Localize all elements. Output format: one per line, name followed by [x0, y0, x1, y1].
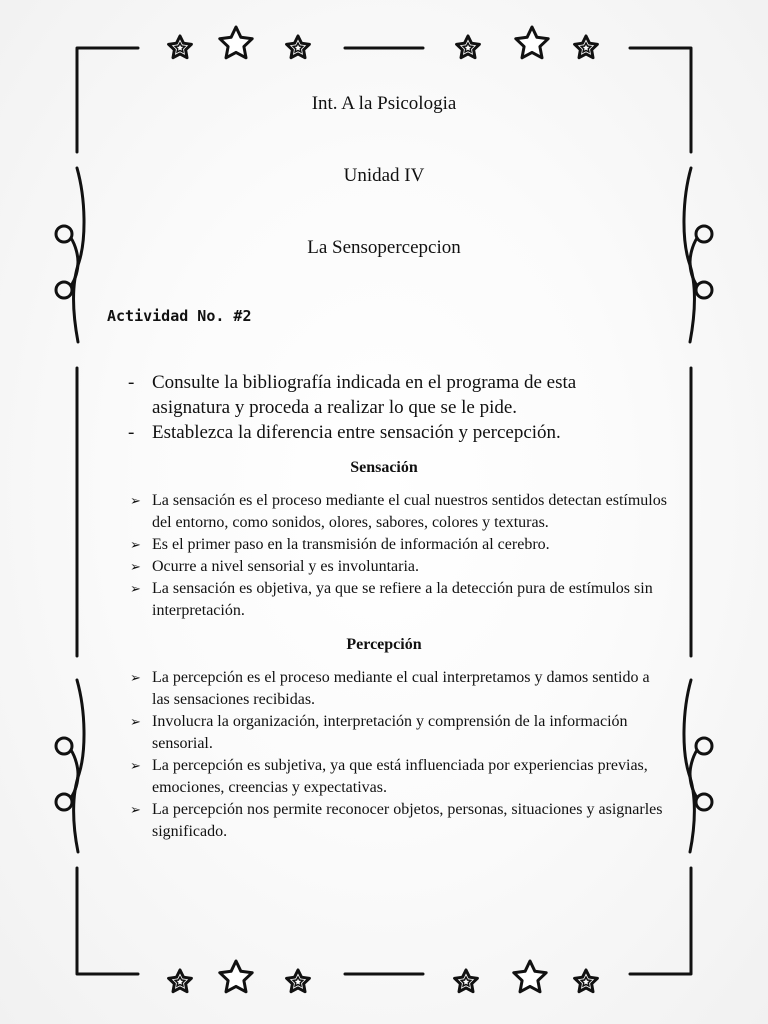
- list-item: [130, 711, 670, 755]
- arrowhead-icon: ➢: [130, 581, 141, 596]
- instruction-text: Establezca la diferencia entre sensación y percepción.: [152, 422, 561, 443]
- list-item: [130, 534, 670, 556]
- list-item-text: Involucra la organización, interpretación y comprensión de la información sensorial.: [152, 713, 628, 752]
- percepcion-heading: Percepción: [346, 636, 422, 653]
- arrowhead-icon: ➢: [130, 802, 141, 817]
- arrowhead-icon: ➢: [130, 714, 141, 729]
- course-title: Int. A la Psicologia: [311, 93, 457, 114]
- arrowhead-icon: ➢: [130, 537, 141, 552]
- dash-icon: -: [128, 372, 135, 393]
- list-item: [130, 799, 670, 843]
- instructions-list: [128, 370, 608, 445]
- list-item-text: La sensación es objetiva, ya que se refiere a la detección pura de estímulos sin interpretación.: [152, 580, 653, 619]
- arrowhead-icon: ➢: [130, 559, 141, 574]
- instruction-item: [128, 370, 608, 420]
- list-item-text: La percepción es el proceso mediante el cual interpretamos y damos sentido a las sensaciones recibidas.: [152, 669, 650, 708]
- list-item-text: La percepción es subjetiva, ya que está influenciada por experiencias previas, emociones, creencias y expectativas.: [152, 757, 648, 796]
- percepcion-list: [130, 667, 670, 843]
- arrowhead-icon: ➢: [130, 758, 141, 773]
- list-item: [130, 667, 670, 711]
- sensacion-heading: Sensación: [350, 459, 418, 476]
- instruction-text: Consulte la bibliografía indicada en el programa de esta asignatura y proceda a realizar lo que se le pide.: [152, 372, 577, 418]
- unit-title: Unidad IV: [343, 165, 425, 186]
- list-item: [130, 578, 670, 622]
- list-item-text: La sensación es el proceso mediante el cual nuestros sentidos detectan estímulos del entorno, como sonidos, olores, sabores, colores y texturas.: [152, 492, 667, 531]
- list-item: [130, 556, 670, 578]
- arrowhead-icon: ➢: [130, 670, 141, 685]
- list-item: [130, 755, 670, 799]
- topic-title: La Sensopercepcion: [307, 237, 461, 258]
- list-item: [130, 490, 670, 534]
- activity-label: Actividad No. #2: [107, 307, 252, 325]
- arrowhead-icon: ➢: [130, 493, 141, 508]
- list-item-text: Es el primer paso en la transmisión de información al cerebro.: [152, 536, 550, 553]
- list-item-text: La percepción nos permite reconocer objetos, personas, situaciones y asignarles significado.: [152, 801, 663, 840]
- instruction-item: [128, 420, 608, 445]
- sensacion-list: [130, 490, 670, 622]
- list-item-text: Ocurre a nivel sensorial y es involuntaria.: [152, 558, 420, 575]
- dash-icon: -: [128, 422, 135, 443]
